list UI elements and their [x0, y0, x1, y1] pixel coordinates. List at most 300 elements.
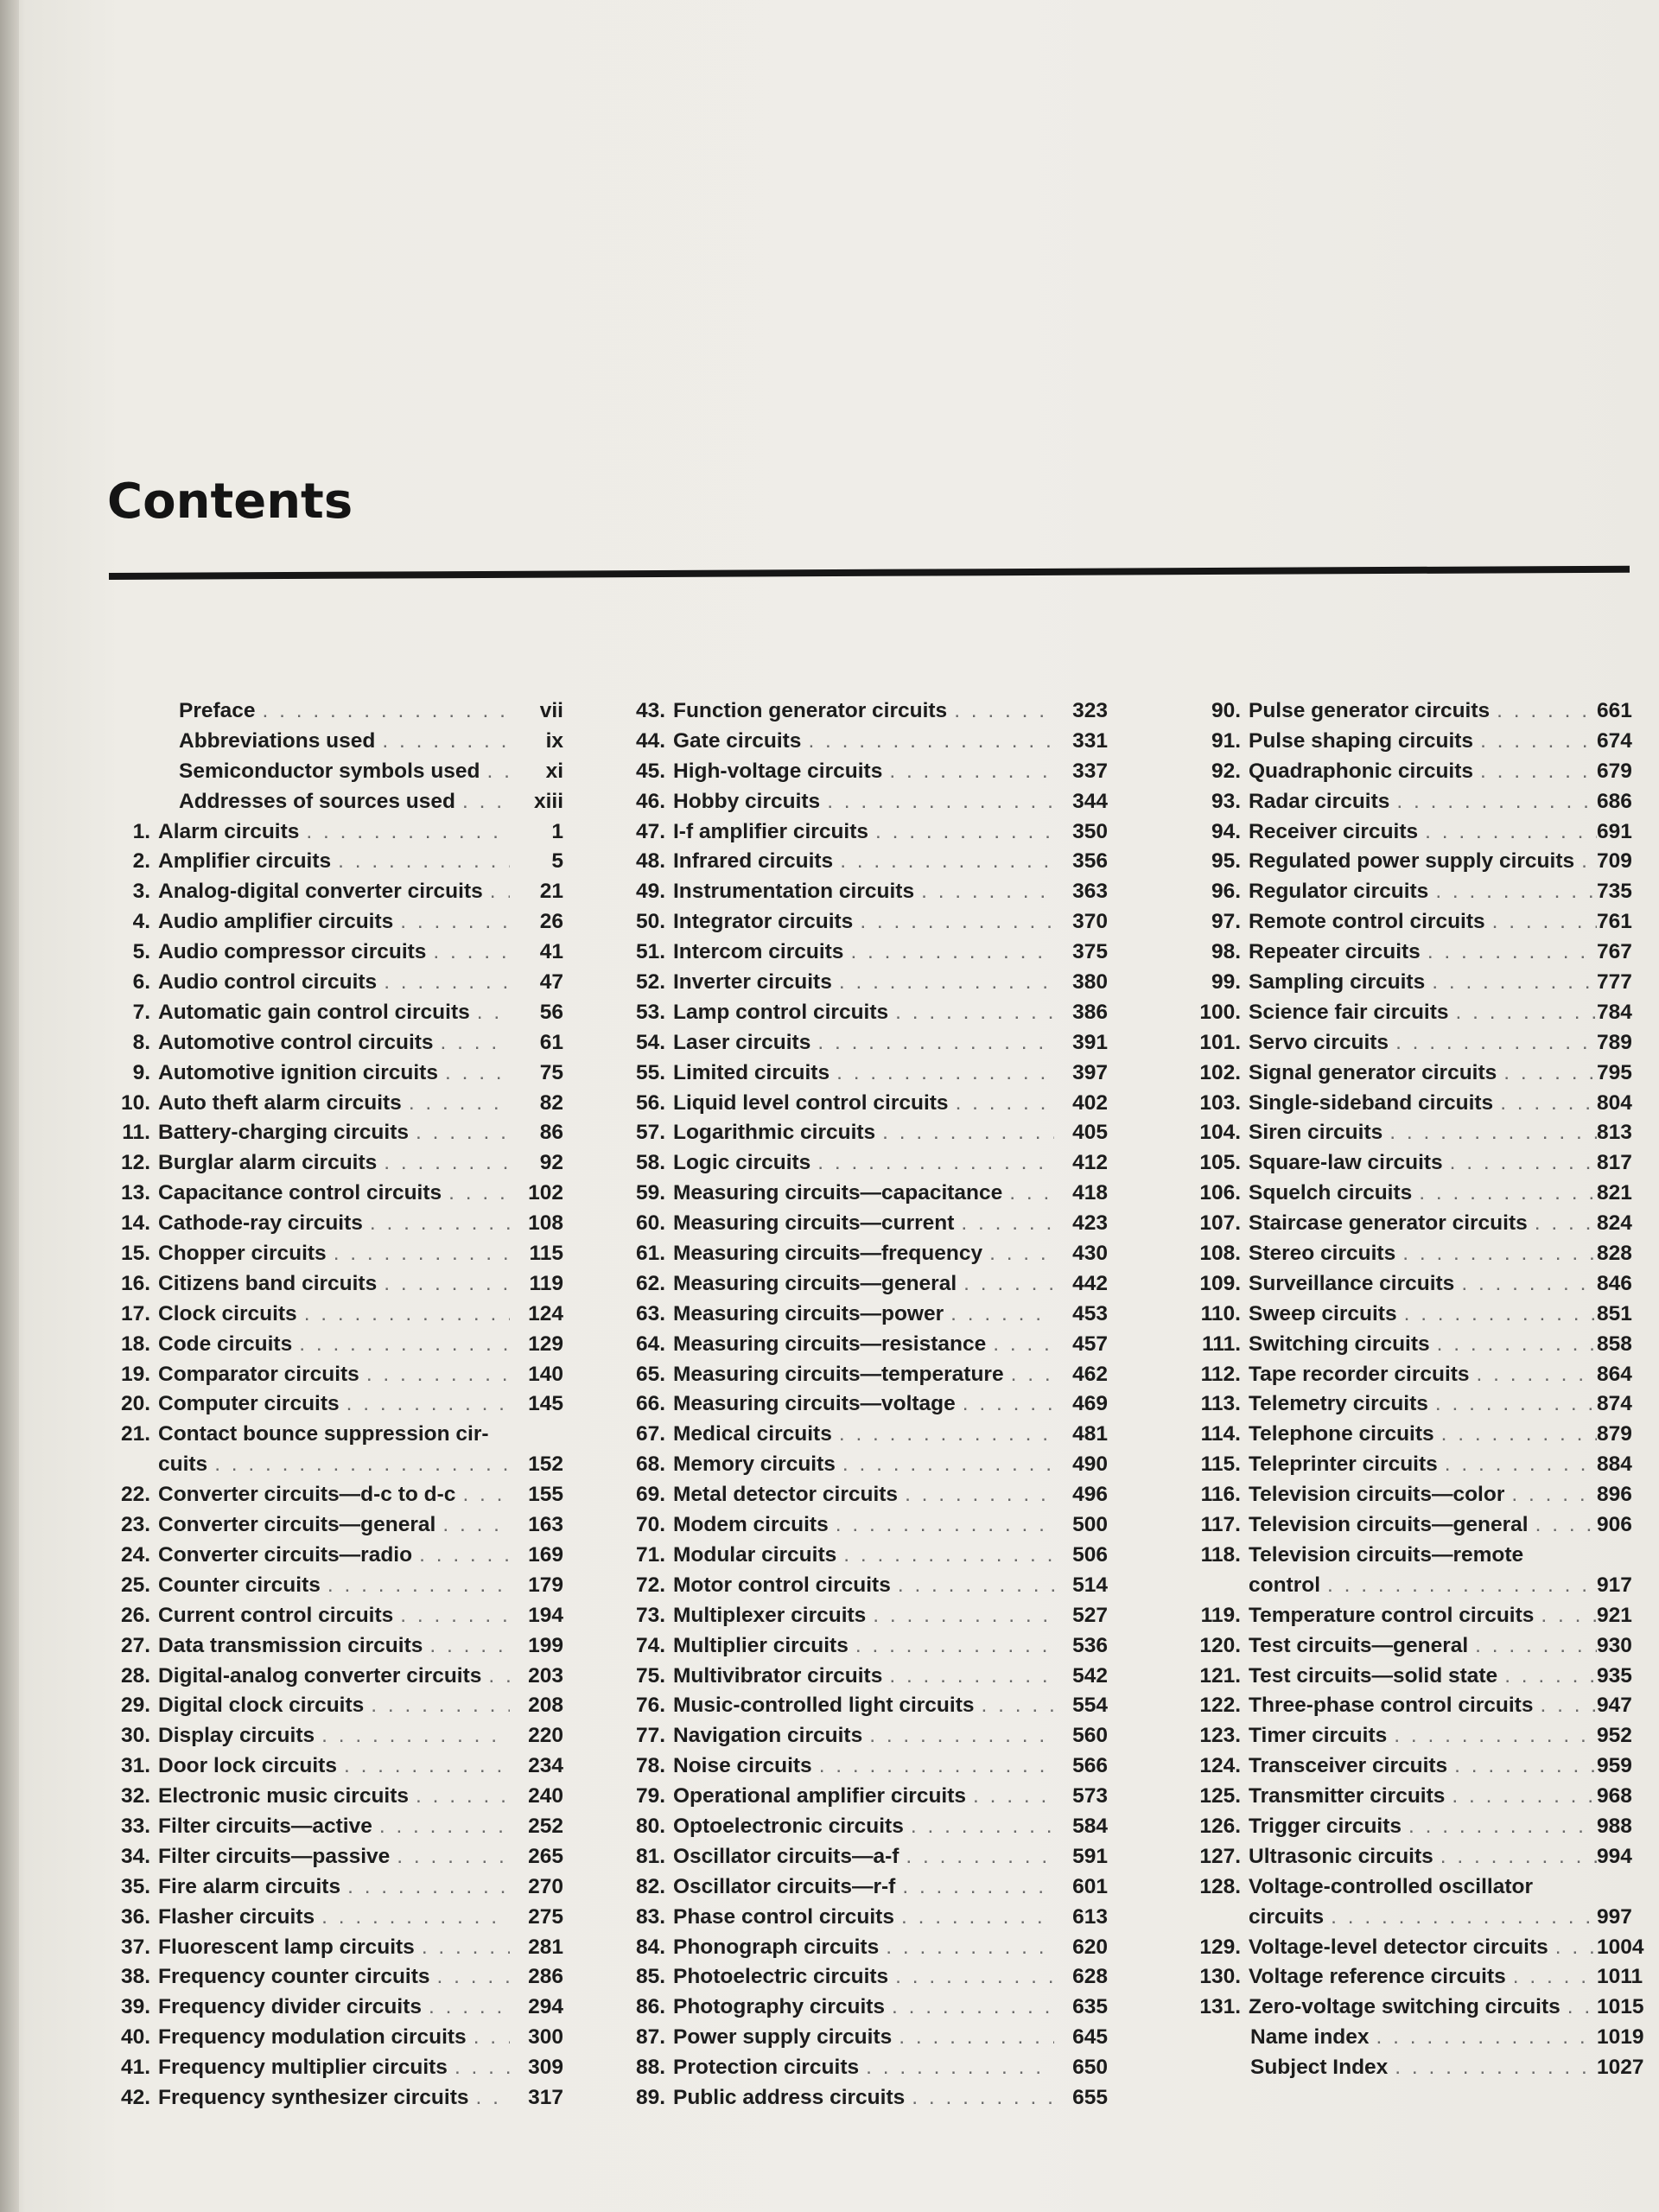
toc-entry-page: 124: [528, 1301, 563, 1325]
toc-entry-number: 19.: [120, 1362, 150, 1386]
toc-entry-page: 462: [1072, 1362, 1108, 1386]
toc-entry-title: Automotive control circuits: [158, 1030, 434, 1054]
toc-entry: [1180, 1662, 1659, 1692]
toc-entry-page: 56: [539, 1000, 563, 1024]
toc-entry: [1180, 1148, 1659, 1179]
toc-entry-title: Music-controlled light circuits: [673, 1694, 975, 1718]
toc-entry: [112, 1330, 563, 1360]
toc-entry-number: 75.: [635, 1663, 665, 1688]
toc-entry-number: 38.: [120, 1965, 150, 1989]
toc-entry-number: 72.: [635, 1573, 665, 1597]
toc-entry-number: 73.: [635, 1603, 665, 1627]
toc-entry-number: 36.: [120, 1904, 150, 1929]
toc-entry-label: [158, 1691, 510, 1721]
toc-entry: [617, 1300, 1108, 1330]
toc-entry-number: 29.: [120, 1694, 150, 1718]
toc-entry-number: 2.: [132, 849, 150, 874]
toc-entry-number: 42.: [120, 2085, 150, 2109]
toc-entry-label: [673, 1480, 1054, 1510]
toc-entry-title: Alarm circuits: [158, 819, 300, 843]
dot-leader: [1397, 1300, 1597, 1330]
toc-entry-title: Addresses of sources used: [179, 789, 455, 813]
dot-leader: [377, 1148, 510, 1179]
toc-entry: [617, 1782, 1108, 1812]
toc-entry-label: [1249, 1089, 1597, 1119]
toc-entry: [617, 847, 1108, 877]
toc-entry-title: Multiplier circuits: [673, 1633, 849, 1657]
toc-entry-number: 16.: [120, 1271, 150, 1295]
dot-leader: [1468, 1631, 1597, 1662]
toc-entry: [617, 1089, 1108, 1119]
toc-entry-title: Citizens band circuits: [158, 1271, 378, 1295]
toc-entry-title: Telephone circuits: [1249, 1422, 1434, 1446]
dot-leader: [888, 998, 1054, 1028]
toc-entry-page: 1015: [1597, 1995, 1644, 2019]
toc-entry-title: Hobby circuits: [673, 789, 821, 813]
toc-entry-label: [673, 727, 1054, 757]
toc-entry-number: 121.: [1199, 1663, 1241, 1688]
toc-entry-page: 824: [1597, 1211, 1632, 1236]
toc-entry-title: Modem circuits: [673, 1513, 829, 1537]
toc-entry-title: Frequency multiplier circuits: [158, 2056, 448, 2080]
toc-entry-page: 481: [1072, 1422, 1108, 1446]
toc-entry-page: 767: [1597, 940, 1632, 964]
toc-entry-title-line-2-wrap: [1249, 1571, 1597, 1601]
toc-entry: [112, 696, 563, 727]
toc-entry-label: [1249, 968, 1597, 998]
dot-leader: [859, 2053, 1054, 2083]
dot-leader: [467, 2023, 510, 2053]
toc-entry-title: Current control circuits: [158, 1603, 394, 1627]
toc-entry: [617, 1662, 1108, 1692]
toc-entry: [1180, 757, 1659, 787]
dot-leader: [947, 696, 1054, 727]
toc-entry-number: 112.: [1200, 1362, 1241, 1386]
toc-entry-label: [1249, 1812, 1597, 1842]
toc-entry-label: [1249, 1148, 1597, 1179]
toc-entry-page: 309: [528, 2056, 563, 2080]
dot-leader: [1447, 1751, 1597, 1782]
toc-entry: [112, 1782, 563, 1812]
dot-leader: [888, 1962, 1054, 1993]
toc-entry-label: [673, 907, 1054, 938]
toc-entry-label: [158, 1962, 510, 1993]
dot-leader: [895, 1872, 1054, 1903]
toc-entry-page: 490: [1072, 1452, 1108, 1477]
toc-entry-label: [1249, 877, 1597, 907]
toc-entry-page: 584: [1072, 1814, 1108, 1838]
toc-entry-label: [158, 847, 510, 877]
toc-entry-page: 82: [539, 1090, 563, 1115]
toc-entry-title: Infrared circuits: [673, 849, 834, 874]
toc-entry: [112, 1721, 563, 1751]
toc-entry-number: 106.: [1199, 1181, 1241, 1205]
toc-entry-number: 79.: [635, 1784, 665, 1808]
toc-entry-number: 123.: [1199, 1724, 1241, 1748]
toc-entry-label: [158, 968, 510, 998]
toc-entry-page: 108: [528, 1211, 563, 1236]
toc-entry: [617, 2083, 1108, 2113]
toc-entry-page: 92: [539, 1151, 563, 1175]
toc-entry: [1180, 907, 1659, 938]
toc-entry-page: 265: [528, 1844, 563, 1868]
toc-entry-number: 80.: [635, 1814, 665, 1838]
toc-entry-title: Photoelectric circuits: [673, 1965, 889, 1989]
toc-entry: [1180, 1842, 1659, 1872]
toc-entry-number: 28.: [120, 1663, 150, 1688]
toc-entry: [1180, 998, 1659, 1028]
toc-entry-label: [158, 2083, 510, 2113]
toc-entry-number: 7.: [132, 1000, 150, 1024]
dot-leader: [812, 1751, 1054, 1782]
toc-entry-title: Test circuits—solid state: [1249, 1663, 1498, 1688]
toc-entry-page: 194: [528, 1603, 563, 1627]
toc-entry-number: 51.: [635, 940, 665, 964]
toc-entry-page: 363: [1072, 880, 1108, 904]
dot-leader: [843, 938, 1054, 968]
toc-entry-title: Single-sideband circuits: [1249, 1090, 1494, 1115]
toc-entry-title-line-1: Voltage-controlled oscillator: [1249, 1874, 1533, 1898]
toc-entry-title: Measuring circuits—temperature: [673, 1362, 1004, 1386]
toc-entry-label: [673, 1028, 1054, 1058]
toc-entry: [1180, 877, 1659, 907]
toc-entry: [112, 1631, 563, 1662]
toc-entry: [112, 817, 563, 848]
toc-entry-title: Oscillator circuits—r-f: [673, 1874, 896, 1898]
toc-entry-label: [158, 1993, 510, 2023]
toc-entry-title: Computer circuits: [158, 1392, 340, 1416]
toc-entry-number: 92.: [1211, 759, 1241, 783]
toc-entry-number: 82.: [635, 1874, 665, 1898]
toc-entry-label: [158, 1360, 510, 1390]
toc-entry-title-line-2: circuits: [1249, 1904, 1325, 1929]
toc-entry-number: 86.: [635, 1995, 665, 2019]
toc-entry-label: [1249, 1179, 1597, 1209]
toc-entry-page: 380: [1072, 970, 1108, 995]
toc-entry: [112, 787, 563, 817]
toc-entry-title: Phase control circuits: [673, 1904, 894, 1929]
toc-entry-number: 96.: [1211, 880, 1241, 904]
toc-entry-title: Liquid level control circuits: [673, 1090, 949, 1115]
dot-leader: [483, 877, 510, 907]
toc-entry: [617, 817, 1108, 848]
dot-leader: [1370, 2023, 1597, 2053]
toc-entry-number: 40.: [120, 2025, 150, 2050]
dot-leader: [832, 968, 1054, 998]
toc-entry-page: 1: [551, 819, 563, 843]
toc-entry-label: [673, 1962, 1054, 1993]
toc-entry-label: [1249, 787, 1597, 817]
dot-leader: [810, 1028, 1054, 1058]
toc-entry-number: 21.: [120, 1422, 150, 1446]
toc-entry-label: [1249, 1541, 1597, 1601]
toc-entry: [1180, 1450, 1659, 1480]
toc-entry: [617, 1148, 1108, 1179]
toc-entry-label: [673, 1209, 1054, 1239]
toc-entry: [617, 2053, 1108, 2083]
toc-entry: [617, 1118, 1108, 1148]
toc-entry-label: [673, 1148, 1054, 1179]
toc-entry-title: Audio amplifier circuits: [158, 910, 394, 934]
toc-entry-title: Receiver circuits: [1249, 819, 1419, 843]
toc-entry-number: 39.: [120, 1995, 150, 2019]
toc-entry: [1180, 968, 1659, 998]
toc-entry-page: 921: [1597, 1603, 1632, 1627]
dot-leader: [882, 1662, 1054, 1692]
dot-leader: [820, 787, 1054, 817]
toc-entry-title: Switching circuits: [1249, 1332, 1430, 1356]
dot-leader: [849, 1631, 1054, 1662]
toc-entry-page: 813: [1597, 1121, 1632, 1145]
toc-entry: [617, 1812, 1108, 1842]
toc-entry-number: 26.: [120, 1603, 150, 1627]
toc-entry-number: 50.: [635, 910, 665, 934]
toc-entry-page: 591: [1072, 1844, 1108, 1868]
toc-entry-page: 613: [1072, 1904, 1108, 1929]
toc-entry-label: [1249, 1842, 1597, 1872]
dot-leader: [1504, 1480, 1597, 1510]
toc-entry: [617, 1510, 1108, 1541]
toc-entry-label: [673, 1389, 1054, 1420]
toc-entry-number: 70.: [635, 1513, 665, 1537]
toc-entry-page: 566: [1072, 1754, 1108, 1778]
toc-entry: [617, 2023, 1108, 2053]
toc-entry-label: [1249, 2053, 1597, 2083]
toc-entry-label: [158, 1933, 510, 1963]
toc-entry-label: [158, 907, 510, 938]
toc-entry-title-line-2: control: [1249, 1573, 1321, 1597]
toc-entry-label: [158, 1631, 510, 1662]
toc-entry-number: 62.: [635, 1271, 665, 1295]
toc-entry: [112, 1179, 563, 1209]
toc-entry: [617, 907, 1108, 938]
dot-leader: [438, 1058, 510, 1089]
toc-entry-title: Abbreviations used: [179, 728, 376, 753]
toc-entry-label: [1249, 1962, 1597, 1993]
toc-entry-label: [1249, 998, 1597, 1028]
toc-entry-label: [158, 1028, 510, 1058]
toc-entry: [617, 727, 1108, 757]
toc-entry-title: Chopper circuits: [158, 1242, 327, 1266]
toc-entry-title: Counter circuits: [158, 1573, 321, 1597]
toc-entry-label: [1249, 1360, 1597, 1390]
toc-entry-number: 67.: [635, 1422, 665, 1446]
dot-leader: [1430, 1330, 1597, 1360]
toc-entry-page: 879: [1597, 1422, 1632, 1446]
toc-entry-number: 32.: [120, 1784, 150, 1808]
dot-leader: [882, 757, 1054, 787]
toc-entry-number: 59.: [635, 1181, 665, 1205]
toc-entry-page: 784: [1597, 1000, 1632, 1024]
toc-entry-page: 469: [1072, 1392, 1108, 1416]
dot-leader: [1560, 1993, 1597, 2023]
toc-entry-page: 930: [1597, 1633, 1632, 1657]
toc-entry-label: [673, 877, 1054, 907]
dot-leader: [455, 787, 510, 817]
dot-leader: [905, 2083, 1054, 2113]
toc-entry-label: [1249, 1269, 1597, 1300]
toc-entry-label: [1249, 1601, 1597, 1631]
dot-leader: [956, 1389, 1054, 1420]
toc-entry-title: Surveillance circuits: [1249, 1271, 1455, 1295]
toc-entry-number: 99.: [1211, 970, 1241, 995]
toc-entry-title: Photography circuits: [673, 1995, 886, 2019]
toc-entry-page: 370: [1072, 910, 1108, 934]
toc-entry-label: [673, 1179, 1054, 1209]
toc-entry: [112, 1028, 563, 1058]
dot-leader: [430, 1962, 510, 1993]
dot-leader: [1004, 1360, 1054, 1390]
toc-entry: [1180, 847, 1659, 877]
dot-leader: [810, 1148, 1054, 1179]
toc-entry-page: 620: [1072, 1935, 1108, 1959]
dot-leader: [448, 2053, 510, 2083]
toc-entry-title: Measuring circuits—power: [673, 1301, 944, 1325]
toc-entry: [617, 1028, 1108, 1058]
toc-entry: [112, 1209, 563, 1239]
dot-leader: [256, 696, 510, 727]
toc-entry-number: 119.: [1200, 1603, 1241, 1627]
dot-leader: [1574, 847, 1597, 877]
toc-entry-label: [673, 1510, 1054, 1541]
toc-entry-label: [158, 1300, 510, 1330]
toc-entry-title: Radar circuits: [1249, 789, 1390, 813]
toc-entry-page: 997: [1597, 1904, 1632, 1929]
toc-entry-page: 199: [528, 1633, 563, 1657]
toc-entry-label: [673, 1993, 1054, 2023]
toc-entry-page: 102: [528, 1181, 563, 1205]
toc-entry-number: 74.: [635, 1633, 665, 1657]
toc-entry-label: [1249, 1631, 1597, 1662]
toc-entry-label: [673, 1782, 1054, 1812]
toc-entry-page: 661: [1597, 699, 1632, 722]
toc-entry-page: 155: [528, 1483, 563, 1507]
toc-entry-title: Subject Index: [1250, 2056, 1389, 2080]
toc-entry-title: Lamp control circuits: [673, 1000, 889, 1024]
toc-entry: [617, 938, 1108, 968]
toc-entry-title: Integrator circuits: [673, 910, 854, 934]
toc-entry-title: Motor control circuits: [673, 1573, 891, 1597]
toc-entry-page: 874: [1597, 1392, 1632, 1416]
dot-leader: [415, 1933, 510, 1963]
toc-entry-title: Sampling circuits: [1249, 970, 1426, 995]
toc-entry-number: 58.: [635, 1151, 665, 1175]
toc-entry-title: Logarithmic circuits: [673, 1121, 876, 1145]
toc-entry-label: [673, 847, 1054, 877]
toc-entry-title: Digital-analog converter circuits: [158, 1663, 482, 1688]
dot-leader: [986, 1330, 1054, 1360]
toc-entry-title: Sweep circuits: [1249, 1301, 1397, 1325]
toc-entry-title-line-2-wrap: [1249, 1903, 1597, 1933]
toc-entry-page: 286: [528, 1965, 563, 1989]
toc-entry-label: [673, 998, 1054, 1028]
toc-entry-number: 61.: [635, 1242, 665, 1266]
toc-entry-title: Medical circuits: [673, 1422, 832, 1446]
toc-entry-number: 85.: [635, 1965, 665, 1989]
dot-leader: [292, 1330, 510, 1360]
dot-leader: [207, 1450, 510, 1480]
toc-entry-page: 386: [1072, 1000, 1108, 1024]
toc-entry-label: [673, 1541, 1054, 1571]
dot-leader: [480, 757, 510, 787]
dot-leader: [340, 1872, 510, 1903]
toc-entry-label: [1249, 1872, 1597, 1933]
toc-entry-page: 650: [1072, 2056, 1108, 2080]
toc-entry-page: 821: [1597, 1181, 1632, 1205]
dot-leader: [1402, 1812, 1597, 1842]
toc-entry-label: [673, 1601, 1054, 1631]
toc-entry-title: Function generator circuits: [673, 699, 948, 722]
toc-entry-page: 323: [1072, 699, 1108, 722]
toc-entry-title: Siren circuits: [1249, 1121, 1383, 1145]
toc-entry-label: [158, 1269, 510, 1300]
toc-entry-title: Quadraphonic circuits: [1249, 759, 1474, 783]
toc-entry: [112, 1662, 563, 1692]
toc-entry: [112, 1571, 563, 1601]
title-rule: [109, 566, 1630, 580]
toc-entry-title: Operational amplifier circuits: [673, 1784, 967, 1808]
toc-entry-page: 560: [1072, 1724, 1108, 1748]
toc-entry: [617, 757, 1108, 787]
toc-entry-label: [673, 1751, 1054, 1782]
toc-entry-number: 89.: [635, 2085, 665, 2109]
dot-leader: [836, 1450, 1054, 1480]
dot-leader: [1528, 1209, 1597, 1239]
toc-entry-title: Television circuits—general: [1249, 1513, 1529, 1537]
toc-entry-number: 101.: [1199, 1030, 1241, 1054]
toc-entry-page: 959: [1597, 1754, 1632, 1778]
toc-entry: [1180, 787, 1659, 817]
toc-entry-label: [158, 2023, 510, 2053]
toc-entry-label: [1249, 1662, 1597, 1692]
toc-entry-page: 994: [1597, 1844, 1632, 1868]
toc-entry-label: [673, 1872, 1054, 1903]
dot-leader: [1389, 787, 1597, 817]
dot-leader: [982, 1239, 1054, 1269]
toc-entry-label: [673, 1239, 1054, 1269]
toc-entry-page: xi: [545, 759, 563, 783]
toc-entry: [112, 1872, 563, 1903]
dot-leader: [1434, 1420, 1597, 1450]
toc-entry-page: 686: [1597, 789, 1632, 813]
toc-entry-title: Frequency counter circuits: [158, 1965, 430, 1989]
toc-entry-label: [1249, 1058, 1597, 1089]
dot-leader: [359, 1360, 510, 1390]
toc-entry: [617, 1541, 1108, 1571]
toc-entry-label: [158, 1179, 510, 1209]
toc-entry: [617, 998, 1108, 1028]
toc-entry-label: [158, 998, 510, 1028]
toc-entry: [112, 1842, 563, 1872]
toc-entry-title: Teleprinter circuits: [1249, 1452, 1438, 1477]
toc-entry-title: High-voltage circuits: [673, 759, 883, 783]
toc-entry-title: Staircase generator circuits: [1249, 1211, 1528, 1236]
toc-entry: [112, 1962, 563, 1993]
toc-entry-title: Display circuits: [158, 1724, 315, 1748]
toc-entry-number: 117.: [1200, 1513, 1241, 1537]
toc-entry-title: Square-law circuits: [1249, 1151, 1443, 1175]
toc-entry-label: [673, 1300, 1054, 1330]
toc-entry: [112, 2083, 563, 2113]
toc-entry-number: 90.: [1211, 699, 1241, 722]
dot-leader: [879, 1933, 1054, 1963]
toc-entry-number: 12.: [120, 1151, 150, 1175]
toc-entry-number: 25.: [120, 1573, 150, 1597]
toc-entry-title: Pulse shaping circuits: [1249, 728, 1474, 753]
toc-entry-number: 129.: [1199, 1935, 1241, 1959]
dot-leader: [1389, 1028, 1597, 1058]
toc-entry-page: 496: [1072, 1483, 1108, 1507]
